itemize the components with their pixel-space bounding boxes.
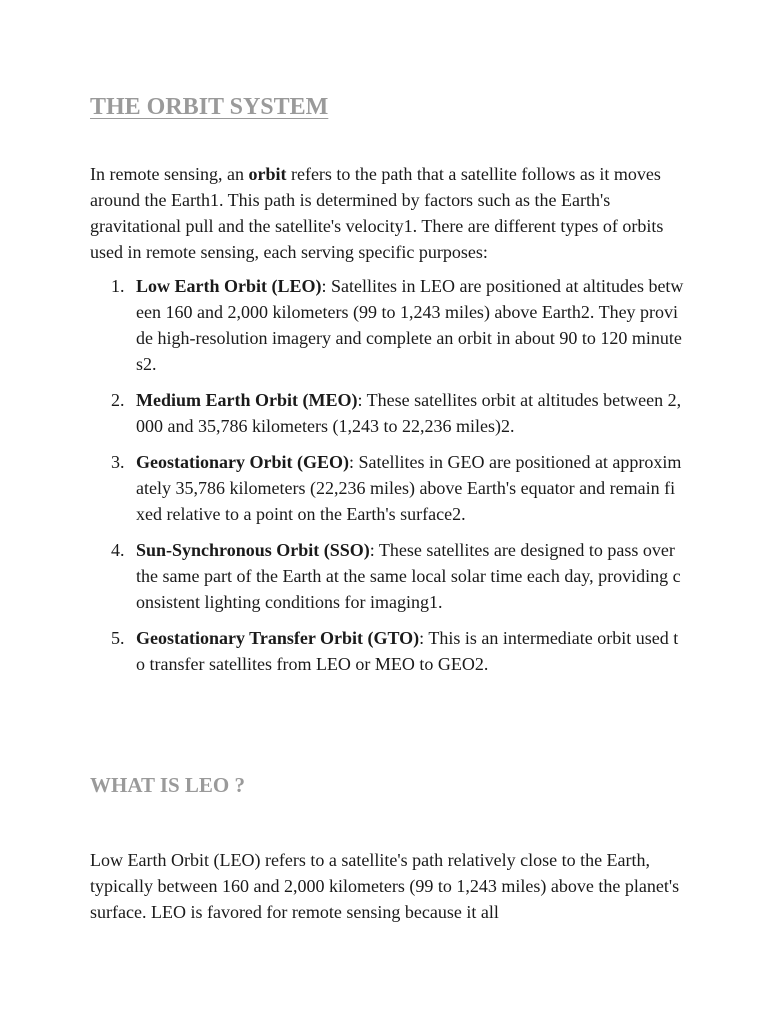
list-item-number: 4. — [111, 540, 125, 560]
list-item — [90, 273, 684, 377]
list-item — [90, 537, 684, 615]
orbit-term: Sun-Synchronous Orbit (SSO) — [136, 540, 370, 560]
list-item-number: 1. — [111, 276, 125, 296]
leo-paragraph: Low Earth Orbit (LEO) refers to a satellite's path relatively close to the Earth, typically between 160 and 2,000 kilometers (99 to 1,243 miles) above the planet's surface. LEO is favored for remote sensing because it all — [90, 850, 680, 922]
intro-bold-orbit: orbit — [248, 164, 287, 184]
list-item — [90, 625, 684, 677]
list-item — [90, 449, 684, 527]
orbit-description: : These satellites are designed to pass over the same part of the Earth at the same local solar time each day, providing consistent lighting conditions for imaging1. — [136, 540, 681, 612]
orbit-term: Medium Earth Orbit (MEO) — [136, 390, 358, 410]
list-item-number: 2. — [111, 390, 125, 410]
orbit-description: : These satellites orbit at altitudes between 2,000 and 35,786 kilometers (1,243 to 22,236 miles)2. — [136, 390, 682, 436]
orbit-term: Geostationary Orbit (GEO) — [136, 452, 349, 472]
section-title-orbit-system: THE ORBIT SYSTEM — [90, 94, 329, 120]
intro-paragraph — [90, 161, 684, 265]
orbit-term: Geostationary Transfer Orbit (GTO) — [136, 628, 420, 648]
intro-text-before: In remote sensing, an — [90, 164, 249, 184]
orbit-description: : This is an intermediate orbit used to transfer satellites from LEO or MEO to GEO2. — [136, 628, 679, 674]
list-item-number: 3. — [111, 452, 125, 472]
orbit-term: Low Earth Orbit (LEO) — [136, 276, 322, 296]
list-item-number: 5. — [111, 628, 125, 648]
orbit-types-list — [90, 273, 684, 687]
orbit-description: : Satellites in GEO are positioned at approximately 35,786 kilometers (22,236 miles) above Earth's equator and remain fixed relative to a point on the Earth's surface2. — [136, 452, 682, 524]
list-item — [90, 387, 684, 439]
intro-text-after: refers to the path that a satellite follows as it moves around the Earth1. This path is determined by factors such as the Earth's gravitational pull and the satellite's velocity1. There are different types of orbits used in remote sensing, each serving specific purposes: — [90, 164, 664, 262]
section-title-what-is-leo: WHAT IS LEO ? — [90, 773, 246, 797]
orbit-description: : Satellites in LEO are positioned at altitudes between 160 and 2,000 kilometers (99 to 1,243 miles) above Earth2. They provide high-resolution imagery and complete an orbit in about 90 to 120 minutes2. — [136, 276, 684, 374]
